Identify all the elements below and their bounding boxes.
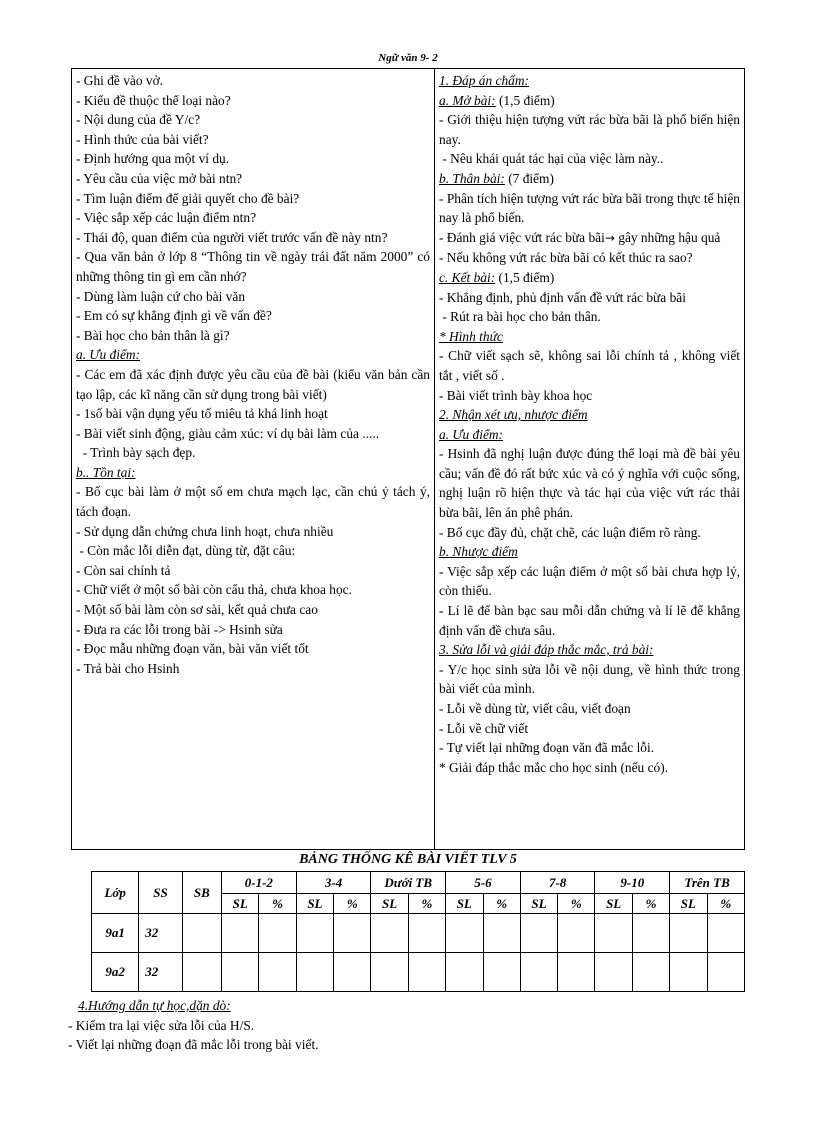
right-line: - Lỗi về dùng từ, viết câu, viết đoạn bbox=[439, 701, 631, 716]
left-line: - Đọc mẫu những đoạn văn, bài văn viết tốt bbox=[76, 641, 309, 657]
header-3-4: 3-4 bbox=[296, 872, 371, 894]
left-line: - Nội dung của đề Y/c? bbox=[76, 112, 201, 128]
sub-sl: SL bbox=[595, 894, 632, 914]
left-line: - Một số bài làm còn sơ sài, kết quả chưa cao bbox=[76, 602, 318, 618]
left-line: - Các em đã xác định được yêu cầu của đề bài (kiểu văn bản cần tạo lập, các kĩ năng cần sử dụng trong bài viết) bbox=[76, 366, 430, 402]
right-line: - Hsinh đã nghị luận được đúng thể loại mà đề bài yêu cầu; vấn đề đó rất bức xúc và có ý nghĩa với cuộc sống, nghị luận rõ hiện thực và tác hại của việc vứt rác thải bừa bãi, lên án phê phán. bbox=[439, 446, 740, 521]
right-line: - Rút ra bài học cho bản thân. bbox=[439, 309, 601, 325]
right-line bbox=[439, 228, 740, 249]
sub-sl: SL bbox=[222, 894, 259, 914]
cell-empty bbox=[446, 914, 483, 953]
right-line: - Tự viết lại những đoạn văn đã mắc lỗi. bbox=[439, 740, 655, 756]
homework-guide bbox=[68, 996, 758, 1055]
left-line: - Tìm luận điểm để giải quyết cho đề bài? bbox=[76, 190, 300, 206]
guide-title: 4.Hướng dẫn tự học,dặn dò: bbox=[78, 998, 231, 1013]
uu-diem-heading: a. Ưu điểm: bbox=[439, 426, 504, 442]
than-bai-text: - Đánh giá việc vứt rác bừa bãi bbox=[439, 229, 605, 245]
header-0-1-2: 0-1-2 bbox=[222, 872, 297, 894]
sub-pct: % bbox=[558, 894, 595, 914]
stats-table bbox=[91, 871, 745, 992]
right-line: - Nêu khái quát tác hại của việc làm này.. bbox=[439, 151, 664, 167]
cell-ss: 32 bbox=[139, 953, 182, 992]
sub-pct: % bbox=[707, 894, 744, 914]
left-line: - Bài viết sinh động, giàu cảm xúc: ví dụ bài làm của ..... bbox=[76, 425, 380, 441]
cell-empty bbox=[259, 914, 296, 953]
mo-bai-points: (1,5 điểm) bbox=[495, 92, 555, 108]
right-line: - Chữ viết sạch sẽ, không sai lỗi chính tả , không viết tắt , viết số . bbox=[439, 348, 740, 383]
cell-empty bbox=[182, 914, 221, 953]
sub-pct: % bbox=[483, 894, 520, 914]
header-ss: SS bbox=[139, 872, 182, 914]
cell-empty bbox=[520, 914, 557, 953]
table-header-row bbox=[92, 872, 745, 894]
ket-bai-points: (1,5 điểm) bbox=[495, 269, 555, 285]
right-line: - Y/c học sinh sửa lỗi về nội dung, về hình thức trong bài viết của mình. bbox=[439, 661, 740, 697]
sub-pct: % bbox=[632, 894, 669, 914]
cell-empty bbox=[595, 914, 632, 953]
cell-empty bbox=[222, 953, 259, 992]
arrow-right-icon: → bbox=[604, 230, 615, 245]
left-heading-uu-diem: a. Ưu điểm: bbox=[76, 347, 141, 363]
right-line: - Việc sắp xếp các luận điểm ở một số bài chưa hợp lý, còn thiếu. bbox=[439, 563, 740, 599]
sub-sl: SL bbox=[446, 894, 483, 914]
cell-empty bbox=[595, 953, 632, 992]
sub-pct: % bbox=[408, 894, 445, 914]
cell-lop: 9a2 bbox=[92, 953, 139, 992]
left-line: - Việc sắp xếp các luận điểm ntn? bbox=[76, 210, 257, 226]
cell-empty bbox=[707, 914, 744, 953]
cell-empty bbox=[483, 953, 520, 992]
header-lop: Lớp bbox=[92, 872, 139, 914]
cell-empty bbox=[334, 953, 371, 992]
hinh-thuc-heading: * Hình thức bbox=[439, 328, 503, 344]
nhuoc-diem-heading: b. Nhược điểm bbox=[439, 544, 518, 560]
cell-lop: 9a1 bbox=[92, 914, 139, 953]
cell-ss: 32 bbox=[139, 914, 182, 953]
teacher-activities-column bbox=[72, 69, 435, 849]
mo-bai-label: a. Mở bài: bbox=[439, 92, 496, 108]
right-line: - Khẳng định, phủ định vấn đề vứt rác bừa bãi bbox=[439, 289, 686, 305]
cell-empty bbox=[371, 953, 408, 992]
ket-bai-label: c. Kết bài: bbox=[439, 269, 496, 285]
ket-bai-line bbox=[439, 268, 740, 288]
right-line: - Giới thiệu hiện tượng vứt rác bừa bãi là phổ biến hiện nay. bbox=[439, 112, 740, 147]
header-tren-tb: Trên TB bbox=[670, 872, 745, 894]
right-line: * Giải đáp thắc mắc cho học sinh (nếu có). bbox=[439, 759, 669, 775]
than-bai-line bbox=[439, 169, 740, 189]
left-line: - Em có sự khẳng định gì về vấn đề? bbox=[76, 308, 272, 324]
right-line: - Bố cục đầy đủ, chặt chẽ, các luận điểm rõ ràng. bbox=[439, 524, 701, 540]
cell-empty bbox=[296, 953, 333, 992]
sub-sl: SL bbox=[670, 894, 707, 914]
cell-empty bbox=[371, 914, 408, 953]
left-line: - Trình bày sạch đẹp. bbox=[76, 445, 196, 461]
cell-empty bbox=[558, 953, 595, 992]
left-line: - Kiểu đề thuộc thể loại nào? bbox=[76, 92, 231, 108]
header-5-6: 5-6 bbox=[446, 872, 521, 894]
content-column bbox=[435, 69, 744, 849]
cell-empty bbox=[408, 953, 445, 992]
header-7-8: 7-8 bbox=[520, 872, 595, 894]
left-line: - Yêu cầu của việc mở bài ntn? bbox=[76, 170, 243, 186]
sub-sl: SL bbox=[371, 894, 408, 914]
left-line: - Bài học cho bản thân là gì? bbox=[76, 327, 230, 343]
cell-empty bbox=[259, 953, 296, 992]
left-line: - Thái độ, quan điểm của người viết trước vấn đề này ntn? bbox=[76, 229, 388, 245]
right-line: - Lí lẽ để bàn bạc sau mỗi dẫn chứng và lí lẽ để khẳng định vấn đề chưa sâu. bbox=[439, 603, 740, 638]
stats-title: BẢNG THỐNG KÊ BÀI VIẾT TLV 5 bbox=[299, 852, 517, 867]
cell-empty bbox=[296, 914, 333, 953]
left-line: - 1số bài vận dụng yếu tố miêu tả khá linh hoạt bbox=[76, 406, 328, 422]
left-line: - Hình thức của bài viết? bbox=[76, 131, 209, 147]
section-1-title: 1. Đáp án chấm: bbox=[439, 73, 530, 88]
lesson-table bbox=[71, 68, 745, 850]
cell-empty bbox=[182, 953, 221, 992]
cell-empty bbox=[222, 914, 259, 953]
cell-empty bbox=[670, 953, 707, 992]
than-bai-label: b. Thân bài: bbox=[439, 170, 505, 186]
than-bai-text: gây những hậu quả bbox=[614, 229, 721, 245]
left-heading-ton-tai: b.. Tồn tại: bbox=[76, 464, 136, 480]
header-duoi-tb: Dưới TB bbox=[371, 872, 446, 894]
cell-empty bbox=[632, 914, 669, 953]
cell-empty bbox=[446, 953, 483, 992]
table-row bbox=[92, 914, 745, 953]
cell-empty bbox=[558, 914, 595, 953]
cell-empty bbox=[334, 914, 371, 953]
than-bai-points: (7 điểm) bbox=[504, 170, 554, 186]
header-sb: SB bbox=[182, 872, 221, 914]
left-line: - Ghi đề vào vở. bbox=[76, 73, 164, 88]
left-line: - Bố cục bài làm ở một số em chưa mạch lạc, cần chú ý tách ý, tách đoạn. bbox=[76, 484, 430, 520]
cell-empty bbox=[632, 953, 669, 992]
right-line: - Lỗi về chữ viết bbox=[439, 720, 529, 736]
sub-pct: % bbox=[259, 894, 296, 914]
guide-item: - Kiểm tra lại việc sửa lỗi của H/S. bbox=[68, 1017, 255, 1033]
left-line: - Sử dụng dẫn chứng chưa linh hoạt, chưa nhiều bbox=[76, 523, 334, 539]
cell-empty bbox=[520, 953, 557, 992]
left-line: - Dùng làm luận cứ cho bài văn bbox=[76, 288, 246, 304]
guide-item: - Viết lại những đoạn đã mắc lỗi trong bài viết. bbox=[68, 1037, 319, 1053]
right-line: - Phân tích hiện tượng vứt rác bừa bãi trong thực tế hiện nay là phổ biến. bbox=[439, 190, 740, 226]
cell-empty bbox=[483, 914, 520, 953]
section-2-title: 2. Nhận xét ưu, nhược điểm bbox=[439, 407, 588, 423]
right-line: - Bài viết trình bày khoa học bbox=[439, 387, 593, 403]
right-line: - Nếu không vứt rác bừa bãi có kết thúc ra sao? bbox=[439, 250, 693, 266]
cell-empty bbox=[670, 914, 707, 953]
left-line: - Trả bài cho Hsinh bbox=[76, 660, 180, 676]
table-row bbox=[92, 953, 745, 992]
page-header: Ngữ văn 9- 2 bbox=[378, 52, 438, 64]
left-line: - Định hướng qua một ví dụ. bbox=[76, 151, 230, 167]
left-line: - Còn sai chính tả bbox=[76, 562, 171, 578]
header-9-10: 9-10 bbox=[595, 872, 670, 894]
section-3-title: 3. Sửa lỗi và giải đáp thắc mắc, trả bài: bbox=[439, 642, 654, 658]
cell-empty bbox=[707, 953, 744, 992]
sub-sl: SL bbox=[520, 894, 557, 914]
left-line: - Đưa ra các lỗi trong bài -> Hsinh sửa bbox=[76, 621, 283, 637]
left-line: - Qua văn bản ở lớp 8 “Thông tin về ngày trái đất năm 2000” có những thông tin gì em cần nhớ? bbox=[76, 249, 430, 284]
cell-empty bbox=[408, 914, 445, 953]
mo-bai-line bbox=[439, 91, 740, 111]
left-line: - Chữ viết ở một số bài còn cẩu thả, chưa khoa học. bbox=[76, 582, 352, 598]
sub-pct: % bbox=[334, 894, 371, 914]
left-line: - Còn mắc lỗi diễn đạt, dùng từ, đặt câu: bbox=[76, 543, 296, 559]
sub-sl: SL bbox=[296, 894, 333, 914]
